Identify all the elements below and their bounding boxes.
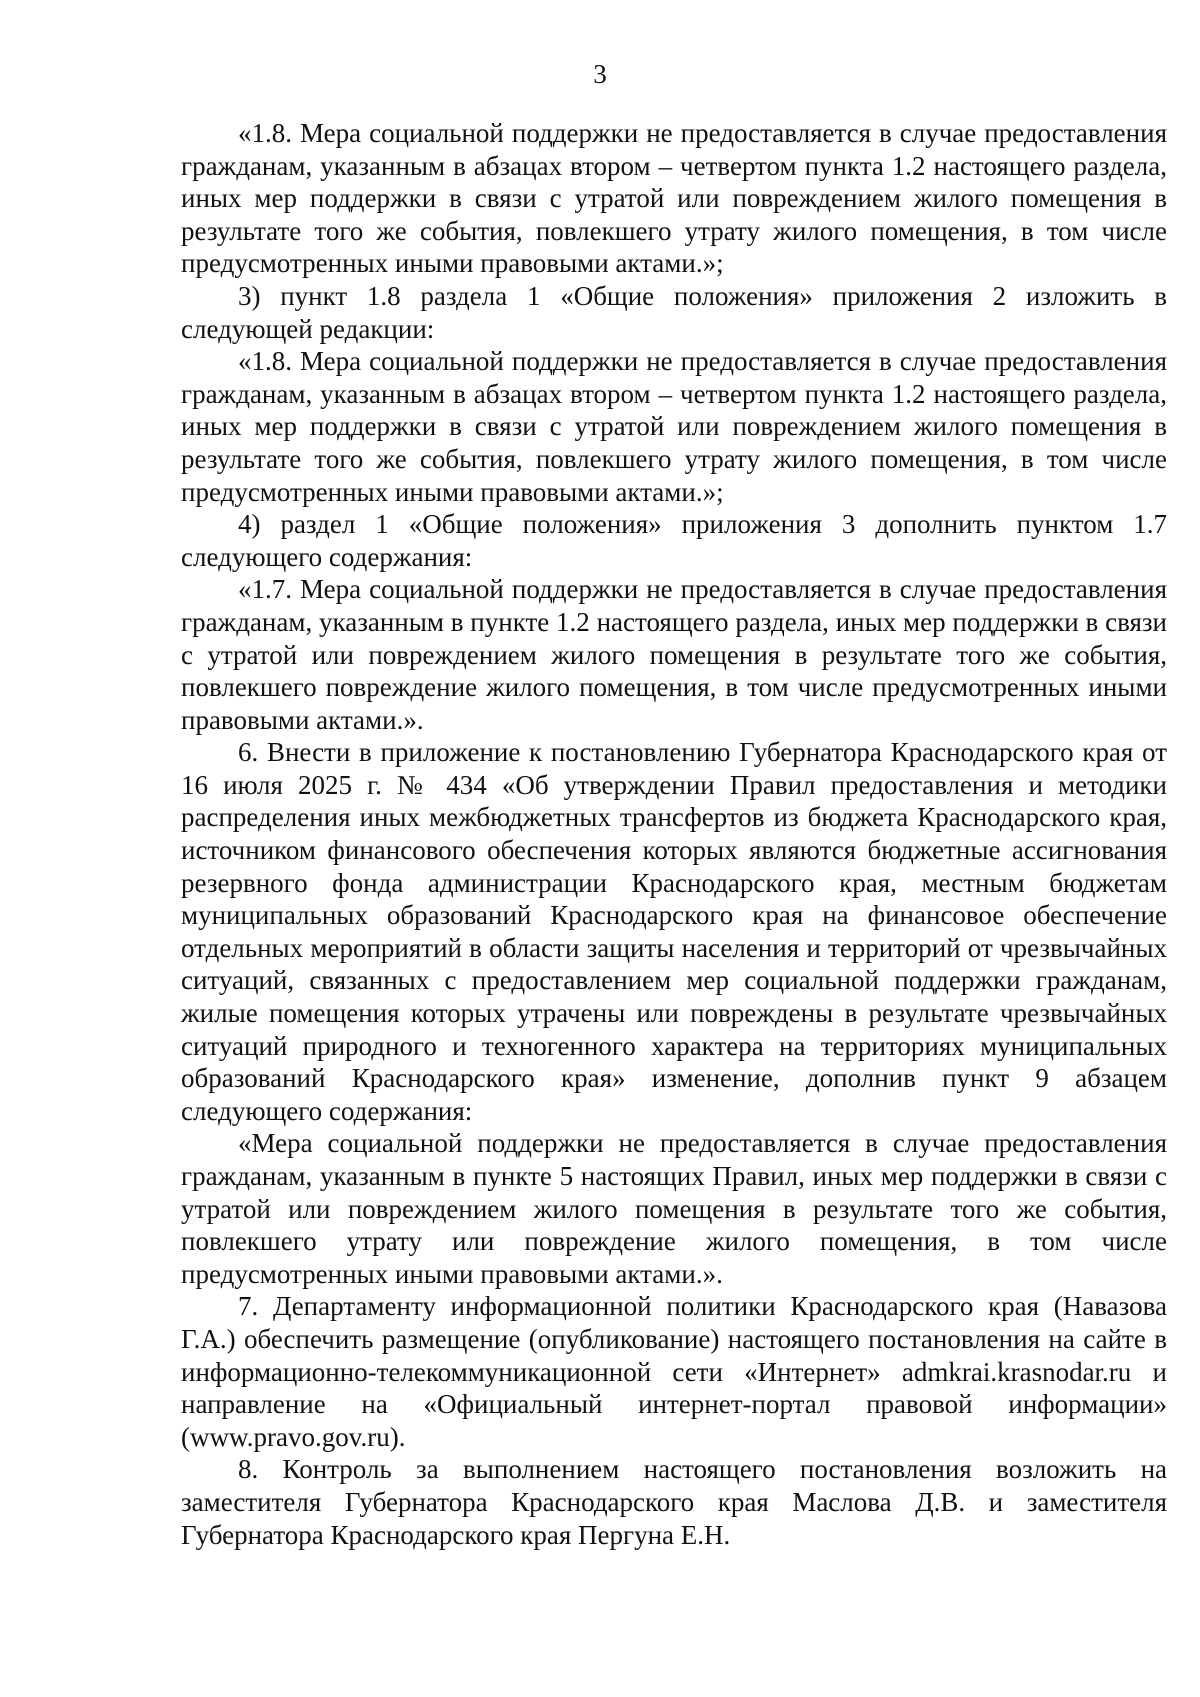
amendment-item-3: 3) пункт 1.8 раздела 1 «Общие положения» приложения 2 изложить в следующей редакции: — [181, 280, 1167, 344]
quoted-clause-1-8-app2: «1.8. Мера социальной поддержки не предоставляется в случае предоставления гражданам, указанным в абзацах втором – четвертом пункта 1.2 настоящего раздела, иных мер поддержки в связи с утратой или повреждением жилого помещения в результате того же события, повлекшего утрату жилого помещения, в том числе предусмотренных иными правовыми актами.»; — [181, 346, 1167, 507]
quoted-rule-addition: «Мера социальной поддержки не предоставляется в случае предоставления гражданам, указанным в пункте 5 настоящих Правил, иных мер поддержки в связи с утратой или повреждением жилого помещения в результате того же события, повлекшего утрату или повреждение жилого помещения, в том числе предусмотренных иными правовыми актами.». — [181, 1128, 1167, 1289]
amendment-item-4: 4) раздел 1 «Общие положения» приложения 3 дополнить пунктом 1.7 следующего содержания: — [181, 509, 1167, 572]
resolution-point-8: 8. Контроль за выполнением настоящего постановления возложить на заместителя Губернатора Краснодарского края Маслова Д.В. и заместителя Губернатора Краснодарского края Пергуна Е.Н. — [181, 1454, 1167, 1550]
resolution-point-7: 7. Департаменту информационной политики Краснодарского края (Навазова Г.А.) обеспечить размещение (опубликование) настоящего постановления на сайте в информационно-телекоммуникационной сети «Интернет» admkrai.krasnodar.ru и направление на «Официальный интернет-портал правовой информации» (www.pravo.gov.ru). — [181, 1291, 1167, 1452]
resolution-point-6: 6. Внести в приложение к постановлению Губернатора Краснодарского края от 16 июля 2025 г. № 434 «Об утверждении Правил предоставления и методики распределения иных межбюджетных трансфертов из бюджета Краснодарского края, источником финансового обеспечения которых являются бюджетные ассигнования резервного фонда администрации Краснодарского края, местным бюджетам муниципальных образований Краснодарского края на финансовое обеспечение отдельных мероприятий в области защиты населения и территорий от чрезвычайных ситуаций, связанных с предоставлением мер социальной поддержки гражданам, жилые помещения которых утрачены или повреждены в результате чрезвычайных ситуаций природного и техногенного характера на территориях муниципальных образований Краснодарского края» изменение, дополнив пункт 9 абзацем следующего содержания: — [181, 737, 1167, 1126]
document-body — [181, 117, 1167, 1551]
quoted-clause-1-7-app3: «1.7. Мера социальной поддержки не предоставляется в случае предоставления гражданам, указанным в пункте 1.2 настоящего раздела, иных мер поддержки в связи с утратой или повреждением жилого помещения в результате того же события, повлекшего повреждение жилого помещения, в том числе предусмотренных иными правовыми актами.». — [181, 574, 1167, 735]
page-number: 3 — [593, 59, 607, 89]
quoted-clause-1-8-app1: «1.8. Мера социальной поддержки не предоставляется в случае предоставления гражданам, указанным в абзацах втором – четвертом пункта 1.2 настоящего раздела, иных мер поддержки в связи с утратой или повреждением жилого помещения в результате того же события, повлекшего утрату жилого помещения, в том числе предусмотренных иными правовыми актами.»; — [181, 118, 1167, 279]
